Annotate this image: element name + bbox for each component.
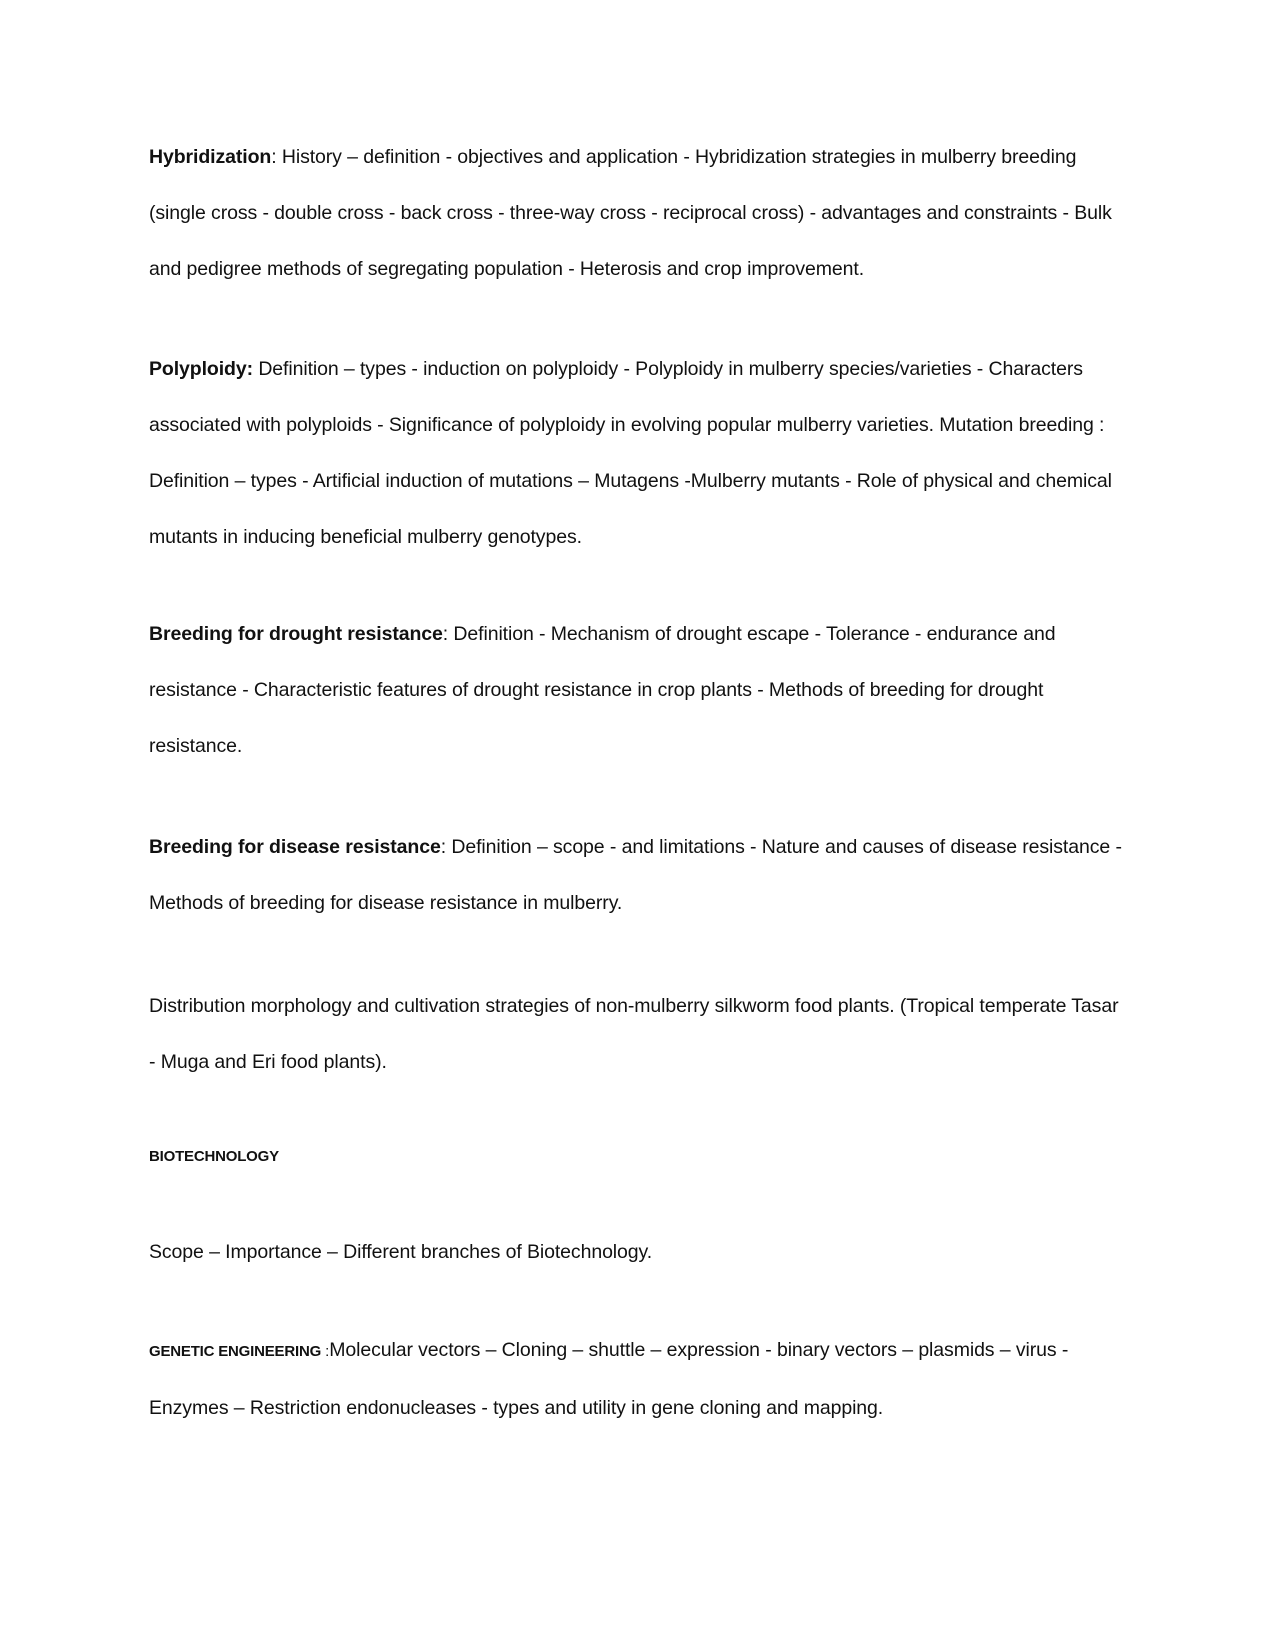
disease-resistance-heading: Breeding for disease resistance (149, 836, 441, 858)
hybridization-text: : History – definition - objectives and application - Hybridization strategies in mulberry breeding (single cross - double cross - back cross - three-way cross - reciprocal cross) - advantages and constraints - Bulk and pedigree methods of segregating population - Heterosis and crop improvement. (149, 146, 1112, 280)
scope-text: Scope – Importance – Different branches of Biotechnology. (149, 1241, 653, 1263)
hybridization-heading: Hybridization (149, 146, 272, 168)
genetic-engineering-text: Molecular vectors – Cloning – shuttle – expression - binary vectors – plasmids – virus - Enzymes – Restriction endonucleases - types and utility in gene cloning and mapping. (149, 1339, 1069, 1419)
non-mulberry-text: Distribution morphology and cultivation strategies of non-mulberry silkworm food plants. (Tropical temperate Tasar - Muga and Eri food plants). (149, 995, 1119, 1073)
section-polyploidy (149, 341, 1129, 565)
section-biotechnology (149, 1127, 1129, 1185)
section-scope (149, 1224, 1129, 1280)
drought-resistance-text: : Definition - Mechanism of drought escape - Tolerance - endurance and resistance - Characteristic features of drought resistance in crop plants - Methods of breeding for drought resistance. (149, 623, 1056, 757)
section-non-mulberry-food-plants (149, 978, 1129, 1090)
biotechnology-heading: BIOTECHNOLOGY (149, 1148, 279, 1165)
section-hybridization (149, 129, 1129, 297)
section-genetic-engineering (149, 1322, 1129, 1436)
disease-resistance-text: : Definition – scope - and limitations - Nature and causes of disease resistance - Methods of breeding for disease resistance in mulberry. (149, 836, 1122, 914)
genetic-engineering-heading: GENETIC ENGINEERING (149, 1343, 322, 1360)
drought-resistance-heading: Breeding for drought resistance (149, 623, 443, 645)
polyploidy-heading: Polyploidy: (149, 358, 253, 380)
section-drought-resistance (149, 606, 1129, 774)
polyploidy-text: Definition – types - induction on polyploidy - Polyploidy in mulberry species/varieties - Characters associated with polyploids - Significance of polyploidy in evolving popular mulberry varieties. Mutation breeding : Definition – types - Artificial induction of mutations – Mutagens -Mulberry mutants - Role of physical and chemical mutants in inducing beneficial mulberry genotypes. (149, 358, 1112, 548)
genetic-engineering-separator: : (321, 1343, 330, 1360)
section-disease-resistance (149, 819, 1129, 931)
